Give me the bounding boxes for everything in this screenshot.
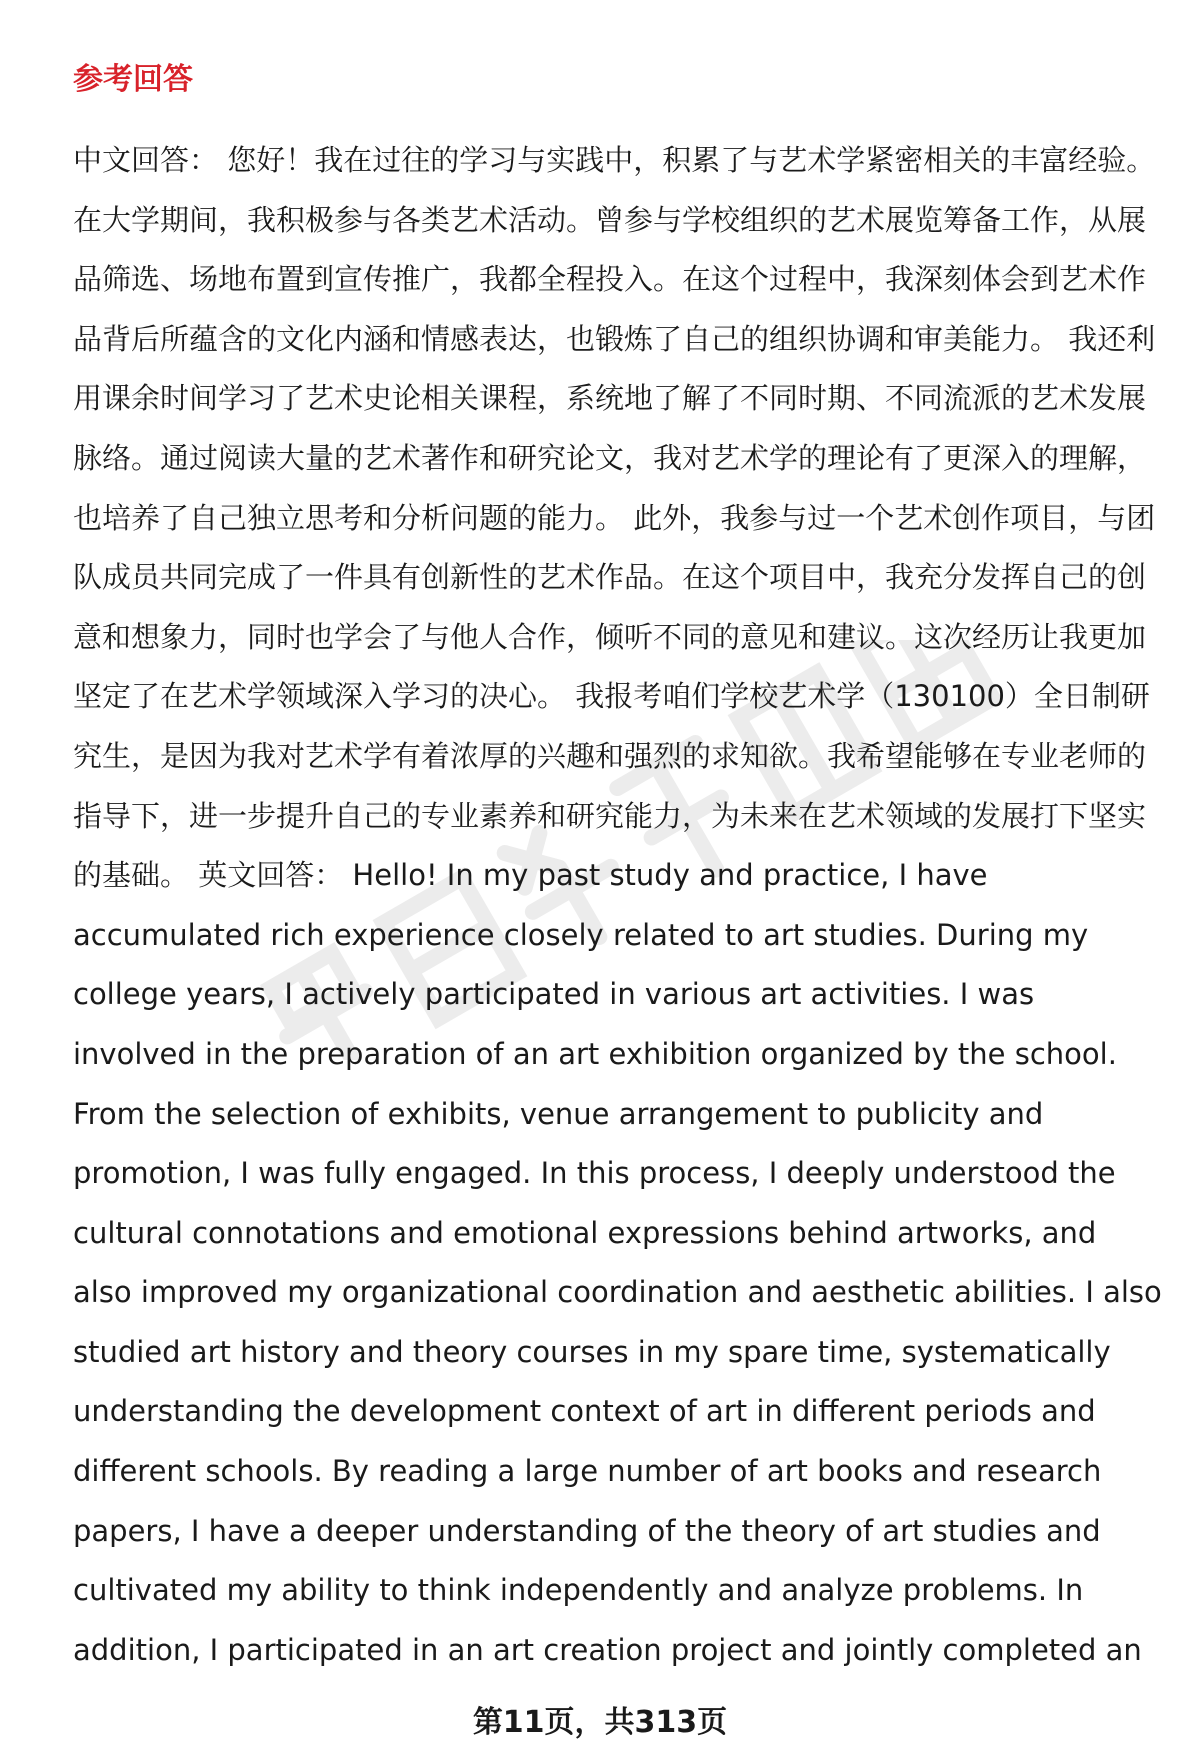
page-number-footer: 第11页，共313页 [472,1705,728,1740]
answer-paragraph: 中文回答： 您好！我在过往的学习与实践中，积累了与艺术学紧密相关的丰富经验。在大学期间，我积极参与各类艺术活动。曾参与学校组织的艺术展览筹备工作，从展品筛选、场地布置到宣传推广，我都全程投入。在这个过程中，我深刻体会到艺术作品背后所蕴含的文化内涵和情感表达，也锻炼了自己的组织协调和审美能力。 我还利用课余时间学习了艺术史论相关课程，系统地了解了不同时期、不同流派的艺术发展脉络。通过阅读大量的艺术著作和研究论文，我对艺术学的理论有了更深入的理解，也培养了自己独立思考和分析问题的能力。 此外，我参与过一个艺术创作项目，与团队成员共同完成了一件具有创新性的艺术作品。在这个项目中，我充分发挥自己的创意和想象力，同时也学会了与他人合作，倾听不同的意见和建议。这次经历让我更加坚定了在艺术学领域深入学习的决心。 我报考咱们学校艺术学（130100）全日制研究生，是因为我对艺术学有着浓厚的兴趣和强烈的求知欲。我希望能够在专业老师的指导下，进一步提升自己的专业素养和研究能力，为未来在艺术领域的发展打下坚实的基础。 英文回答： Hello! In my past study and practice, I have accumulated rich experience closely related to art studies. During my college years, I actively participated in various art activities. I was involved in the preparation of an art exhibition organized by the school. From the selection of exhibits, venue arrangement to publicity and promotion, I was fully engaged. In this process, I deeply understood the cultural connotations and emotional expressions behind artworks, and also improved my organizational coordination and aesthetic abilities. I also studied art history and theory courses in my spare time, systematically understanding the development context of art in different periods and different schools. By reading a large number of art books and research papers, I have a deeper understanding of the theory of art studies and cultivated my ability to think independently and analyze problems. In addition, I participated in an art creation project and jointly completed an [73,143,1162,1667]
section-heading: 参考回答 [73,62,193,97]
